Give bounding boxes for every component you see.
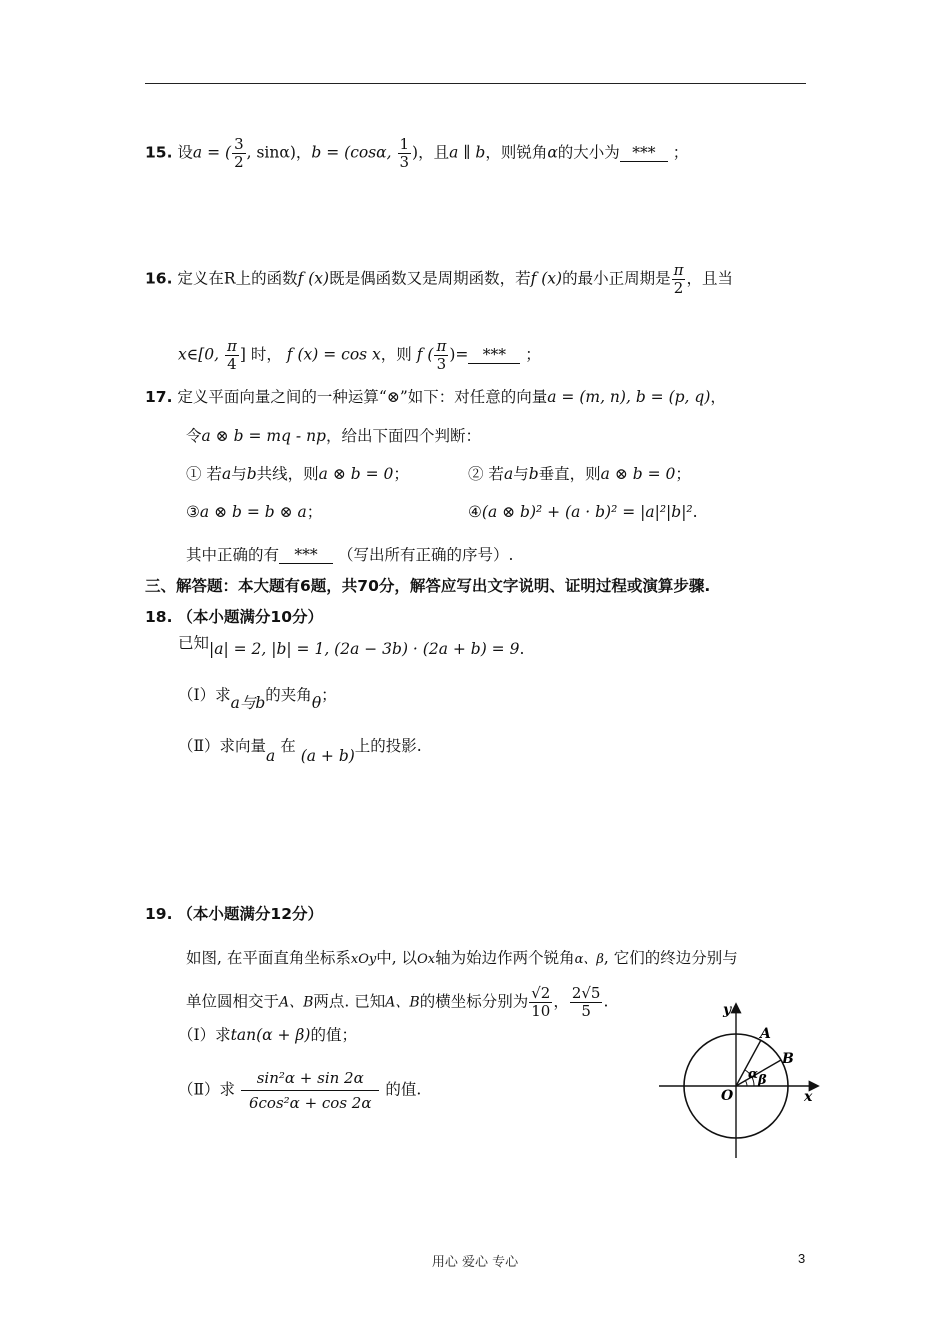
question-19-part-1: （Ⅰ）求tan(α + β)的值； bbox=[178, 1026, 357, 1044]
judgement-3: ③a ⊗ b = b ⊗ a； bbox=[186, 503, 323, 521]
question-19-header: 19. （本小题满分12分） bbox=[145, 905, 323, 923]
fraction-sqrt2-10: $\frac{√2}{10}$ bbox=[531, 984, 551, 1020]
question-17-line-2: 令a ⊗ b = mq - np，给出下面四个判断： bbox=[186, 427, 481, 445]
question-17-line-5: 其中正确的有 *** （写出所有正确的序号）. bbox=[186, 546, 514, 564]
judgement-4: ④(a ⊗ b)² + (a · b)² = |a|²|b|². bbox=[468, 503, 698, 521]
fraction-pi-2: $\frac{\pi}{2}$ bbox=[673, 261, 684, 297]
question-18-part-1: （Ⅰ）求a与b的夹角θ； bbox=[178, 686, 337, 712]
fraction-pi-4: $\frac{\pi}{4}$ bbox=[226, 337, 237, 373]
angle-beta-arc bbox=[745, 1080, 747, 1086]
answer-blank: *** bbox=[279, 547, 333, 564]
question-17-line-1: 17. 定义平面向量之间的一种运算“⊗”如下：对任意的向量a = (m, n), b = (p, q)， bbox=[145, 388, 726, 406]
fraction-pi-3: $\frac{\pi}{3}$ bbox=[436, 337, 447, 373]
judgement-1: ① 若a与b共线，则a ⊗ b = 0； bbox=[186, 465, 409, 483]
judgement-2: ② 若a与b垂直，则a ⊗ b = 0； bbox=[468, 465, 691, 483]
question-18-part-2: （Ⅱ）求向量a 在 (a + b)上的投影. bbox=[178, 737, 422, 765]
answer-blank: *** bbox=[620, 145, 668, 162]
x-label: x bbox=[804, 1089, 813, 1105]
point-b-label: B bbox=[782, 1051, 794, 1067]
fraction-2sqrt5-5: $\frac{2√5}{5}$ bbox=[571, 984, 601, 1020]
question-18-header: 18. （本小题满分10分） bbox=[145, 608, 323, 626]
question-16-line-1: 16. 定义在R上的函数f (x)既是偶函数又是周期函数，若f (x)的最小正周期是 $\frac{\pi}{2}$ ，且当 bbox=[145, 261, 733, 297]
y-label: y bbox=[723, 1002, 732, 1018]
origin-label: O bbox=[721, 1088, 734, 1104]
section-3-heading: 三、解答题：本大题有6题，共70分，解答应写出文字说明、证明过程或演算步骤. bbox=[145, 577, 711, 595]
question-19-line-1: 如图, 在平面直角坐标系xOy中, 以Ox轴为始边作两个锐角α、β, 它们的终边分别与 bbox=[186, 949, 738, 967]
question-19-line-2: 单位圆相交于A、B两点. 已知A、B的横坐标分别为 $\frac{√2}{10}$ ， $\frac{2√5}{5}$ . bbox=[186, 984, 609, 1020]
page-number: 3 bbox=[798, 1251, 806, 1266]
question-18-given: 已知|a| = 2, |b| = 1, (2a − 3b) · (2a + b) = 9. bbox=[178, 634, 525, 658]
question-16-line-2: x∈[0, $\frac{\pi}{4}$ ] 时， f (x) = cos x，则 f ( $\frac{\pi}{3}$ )= *** ； bbox=[178, 337, 541, 373]
unit-circle-figure bbox=[655, 1000, 825, 1165]
question-15: 15. 设a = ( $\frac{3}{2}$ , sinα)，b = (cosα, $\frac{1}{3}$ )，且a ∥ b，则锐角α的大小为 *** ； bbox=[145, 135, 689, 171]
fraction-1-3: $\frac{1}{3}$ bbox=[399, 135, 410, 171]
fraction-3-2: $\frac{3}{2}$ bbox=[234, 135, 244, 171]
footer-text: 用心 爱心 专心 bbox=[431, 1255, 519, 1270]
point-a-label: A bbox=[760, 1026, 771, 1042]
beta-label: β bbox=[758, 1073, 767, 1088]
fraction-expression: $\frac{\text{sin²α + sin 2α}}{\text{6cos²α + cos 2α}}$ bbox=[241, 1066, 380, 1115]
header-rule bbox=[145, 83, 806, 84]
alpha-label: α bbox=[748, 1067, 759, 1082]
answer-blank: *** bbox=[468, 347, 520, 364]
question-19-part-2: （Ⅱ）求 $\frac{\text{sin²α + sin 2α}}{\text{6cos²α + cos 2α}}$ 的值. bbox=[178, 1066, 421, 1115]
